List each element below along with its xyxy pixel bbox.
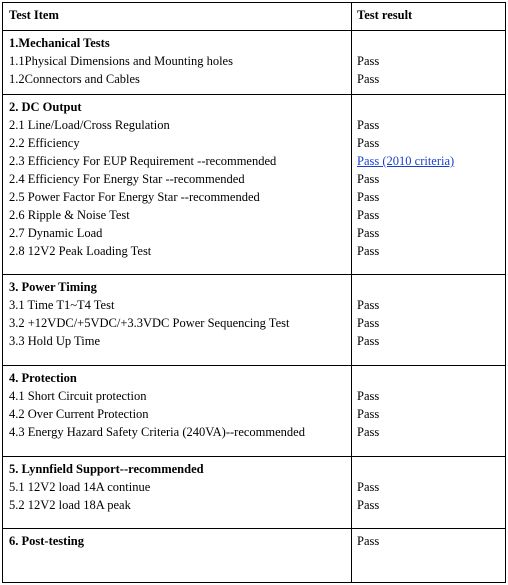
test-result: Pass [357,244,380,258]
test-result: Pass [357,534,380,548]
test-results-table [2,2,506,583]
test-result: Pass [357,407,380,421]
test-item-label: 3.1 Time T1~T4 Test [9,298,115,312]
test-item-label: 5.1 12V2 load 14A continue [9,480,151,494]
test-item-label: 4.1 Short Circuit protection [9,389,147,403]
test-item-label: 2.1 Line/Load/Cross Regulation [9,118,170,132]
test-result: Pass [357,54,380,68]
header-row [3,3,505,30]
test-result: Pass [357,72,380,86]
test-result: Pass [357,334,380,348]
test-result: Pass [357,389,380,403]
test-item-label: 1.2Connectors and Cables [9,72,140,86]
section-post-testing [3,528,505,582]
section-mechanical [3,30,505,94]
section-title: 6. Post-testing [9,534,84,548]
section-dc-output [3,94,505,274]
section-title: 3. Power Timing [9,280,97,294]
test-item-label: 2.7 Dynamic Load [9,226,103,240]
test-item-label: 3.2 +12VDC/+5VDC/+3.3VDC Power Sequencing Test [9,316,290,330]
section-title: 2. DC Output [9,100,82,114]
section-power-timing [3,274,505,365]
test-result: Pass [357,172,380,186]
test-result: Pass [357,190,380,204]
header-test-result: Test result [357,8,413,22]
test-result-link[interactable]: Pass (2010 criteria) [357,154,455,168]
test-item-label: 4.2 Over Current Protection [9,407,149,421]
test-item-label: 2.5 Power Factor For Energy Star --recommended [9,190,260,204]
test-item-label: 2.8 12V2 Peak Loading Test [9,244,152,258]
test-result: Pass [357,226,380,240]
section-protection [3,365,505,456]
section-lynnfield-support [3,456,505,528]
test-item-label: 5.2 12V2 load 18A peak [9,498,131,512]
test-result: Pass [357,498,380,512]
section-title: 4. Protection [9,371,77,385]
section-title: 5. Lynnfield Support--recommended [9,462,204,476]
test-result: Pass [357,480,380,494]
test-item-label: 2.4 Efficiency For Energy Star --recommended [9,172,245,186]
test-result: Pass [357,298,380,312]
test-result: Pass [357,136,380,150]
test-result: Pass [357,316,380,330]
test-result: Pass [357,208,380,222]
header-test-item: Test Item [9,8,59,22]
test-item-label: 3.3 Hold Up Time [9,334,100,348]
test-result: Pass [357,425,380,439]
section-title: 1.Mechanical Tests [9,36,110,50]
test-item-label: 2.3 Efficiency For EUP Requirement --recommended [9,154,277,168]
test-item-label: 4.3 Energy Hazard Safety Criteria (240VA)--recommended [9,425,305,439]
test-item-label: 2.6 Ripple & Noise Test [9,208,130,222]
test-item-label: 2.2 Efficiency [9,136,80,150]
test-result: Pass [357,118,380,132]
test-item-label: 1.1Physical Dimensions and Mounting holes [9,54,233,68]
